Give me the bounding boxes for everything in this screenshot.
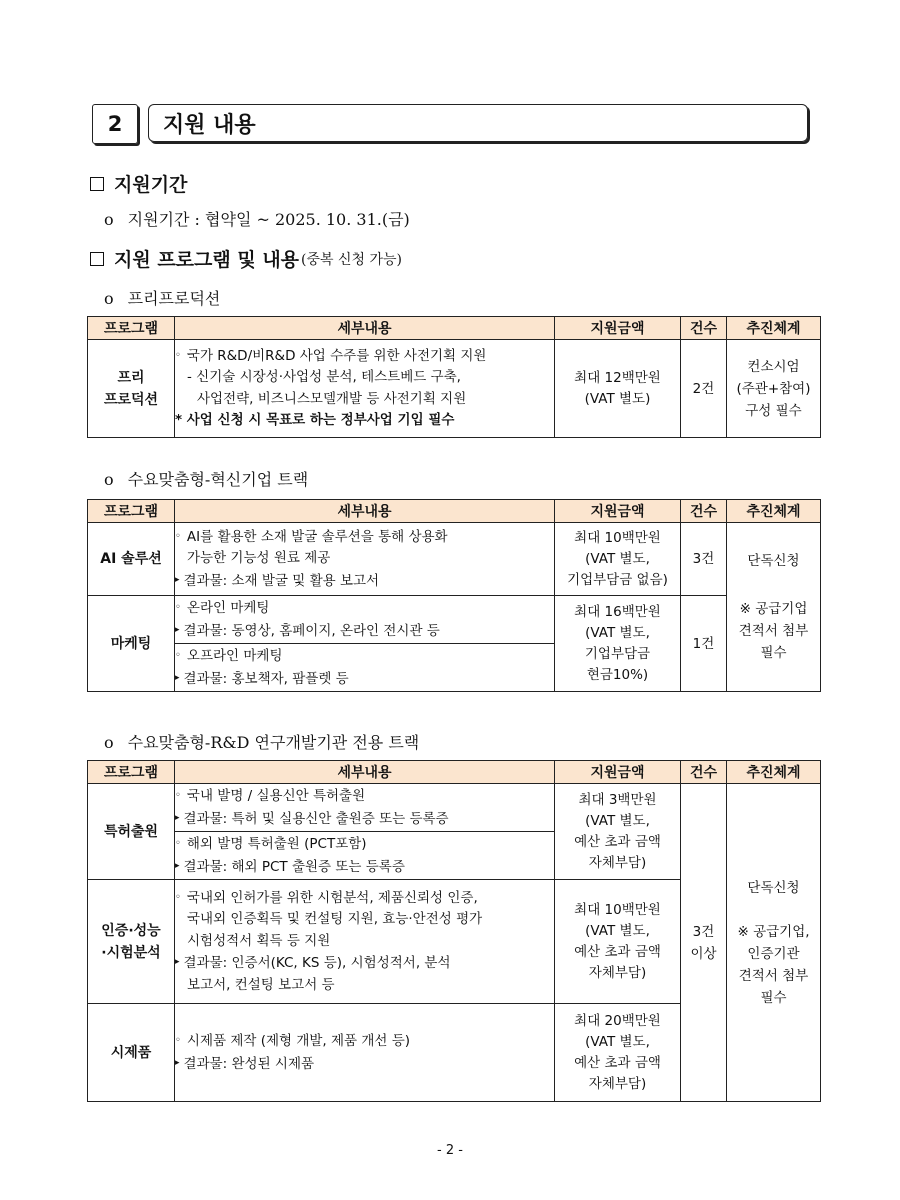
bullet-circle-icon: o <box>104 470 114 489</box>
col-system: 추진체계 <box>727 317 821 340</box>
bullet-circle-icon: o <box>104 210 114 229</box>
table-header-row: 프로그램 세부내용 지원금액 건수 추진체계 <box>88 500 821 523</box>
table-row <box>88 523 821 596</box>
detail-cell: ◦ 오프라인 마케팅 ▸ 결과물: 홍보책자, 팜플렛 등 <box>175 644 555 692</box>
system-cell: 단독신청 ※ 공급기업 견적서 첨부 필수 <box>727 523 821 692</box>
section-number: 2 <box>92 104 138 144</box>
small-circle-icon: ◦ <box>175 1035 181 1047</box>
period-heading: 지원기간 <box>90 170 187 197</box>
program-cell: 인증·성능 ·시험분석 <box>88 880 175 1004</box>
col-detail: 세부내용 <box>175 317 555 340</box>
small-circle-icon: ◦ <box>175 602 181 614</box>
triangle-bullet-icon: ▸ <box>175 1057 180 1068</box>
program-cell: 마케팅 <box>88 596 175 692</box>
system-cell: 단독신청 ※ 공급기업, 인증기관 견적서 첨부 필수 <box>727 784 821 1102</box>
amount-cell: 최대 3백만원 (VAT 별도, 예산 초과 금액 자체부담) <box>555 784 681 880</box>
program-cell: 특허출원 <box>88 784 175 880</box>
triangle-bullet-icon: ▸ <box>175 957 180 968</box>
triangle-bullet-icon: ▸ <box>175 860 180 871</box>
checkbox-square-icon <box>90 177 104 191</box>
amount-cell: 최대 10백만원 (VAT 별도, 예산 초과 금액 자체부담) <box>555 880 681 1004</box>
count-cell: 3건 <box>681 523 727 596</box>
small-circle-icon: ◦ <box>175 531 181 542</box>
small-circle-icon: ◦ <box>175 838 181 850</box>
page-number: - 2 - <box>437 1143 463 1158</box>
table-header-row: 프로그램 세부내용 지원금액 건수 추진체계 <box>88 761 821 784</box>
detail-cell: ◦ AI를 활용한 소재 발굴 솔루션을 통해 상용화 가능한 기능성 원료 제공 ▸ 결과물: 소재 발굴 및 활용 보고서 <box>175 523 555 596</box>
detail-cell: ◦ 국내외 인허가를 위한 시험분석, 제품신뢰성 인증, 국내외 인증획득 및 컨설팅 지원, 효능·안전성 평가 시험성적서 획득 등 지원 ▸ 결과물: 인증서(KC, KS 등), 시험성적서, 분석 보고서, 컨설팅 보고서 등 <box>175 880 555 1004</box>
table-header-row <box>88 317 821 340</box>
table-row <box>88 340 821 438</box>
period-line: o 지원기간 : 협약일 ~ 2025. 10. 31.(금) <box>104 210 410 229</box>
triangle-bullet-icon: ▸ <box>175 672 180 683</box>
innovation-label: o 수요맞춤형-혁신기업 트랙 <box>104 470 309 489</box>
detail-cell: ◦ 국가 R&D/비R&D 사업 수주를 위한 사전기획 지원 - 신기술 시장성·사업성 분석, 테스트베드 구축, 사업전략, 비즈니스모델개발 등 사전기획 지원 * 사업 신청 시 목표로 하는 정부사업 기입 필수 <box>175 340 555 438</box>
count-cell: 1건 <box>681 596 727 692</box>
detail-cell: ◦ 국내 발명 / 실용신안 특허출원 ▸ 결과물: 특허 및 실용신안 출원증 또는 등록증 <box>175 784 555 832</box>
col-program: 프로그램 <box>88 317 175 340</box>
innovation-table <box>87 499 821 692</box>
amount-cell: 최대 12백만원 (VAT 별도) <box>555 340 681 438</box>
section-heading: 지원 내용 <box>148 104 808 142</box>
detail-cell: ◦ 시제품 제작 (제형 개발, 제품 개선 등) ▸ 결과물: 완성된 시제품 <box>175 1004 555 1102</box>
table-row <box>88 784 821 832</box>
system-cell: 컨소시엄 (주관+참여) 구성 필수 <box>727 340 821 438</box>
rnd-label: o 수요맞춤형-R&D 연구개발기관 전용 트랙 <box>104 733 420 752</box>
small-circle-icon: ◦ <box>175 350 181 362</box>
triangle-bullet-icon: ▸ <box>175 624 180 635</box>
program-cell: 시제품 <box>88 1004 175 1102</box>
small-circle-icon: ◦ <box>175 892 181 903</box>
detail-cell: ◦ 해외 발명 특허출원 (PCT포함) ▸ 결과물: 해외 PCT 출원증 또는 등록증 <box>175 832 555 880</box>
program-heading: 지원 프로그램 및 내용 (중복 신청 가능) <box>90 245 402 272</box>
section-title <box>92 104 810 146</box>
rnd-table <box>87 760 821 1102</box>
amount-cell: 최대 16백만원 (VAT 별도, 기업부담금 현금10%) <box>555 596 681 692</box>
bullet-circle-icon: o <box>104 289 114 308</box>
triangle-bullet-icon: ▸ <box>175 812 180 823</box>
program-cell: 프리 프로덕션 <box>88 340 175 438</box>
triangle-bullet-icon: ▸ <box>175 574 180 585</box>
count-cell: 3건 이상 <box>681 784 727 1102</box>
detail-cell: ◦ 온라인 마케팅 ▸ 결과물: 동영상, 홈페이지, 온라인 전시관 등 <box>175 596 555 644</box>
preproduction-label: o 프리프로덕션 <box>104 289 221 308</box>
col-count: 건수 <box>681 317 727 340</box>
amount-cell: 최대 10백만원 (VAT 별도, 기업부담금 없음) <box>555 523 681 596</box>
small-circle-icon: ◦ <box>175 790 181 802</box>
table-row <box>88 596 821 644</box>
program-cell: AI 솔루션 <box>88 523 175 596</box>
amount-cell: 최대 20백만원 (VAT 별도, 예산 초과 금액 자체부담) <box>555 1004 681 1102</box>
col-amount: 지원금액 <box>555 317 681 340</box>
checkbox-square-icon <box>90 252 104 266</box>
small-circle-icon: ◦ <box>175 650 181 662</box>
count-cell: 2건 <box>681 340 727 438</box>
preproduction-table <box>87 316 821 438</box>
bullet-circle-icon: o <box>104 733 114 752</box>
